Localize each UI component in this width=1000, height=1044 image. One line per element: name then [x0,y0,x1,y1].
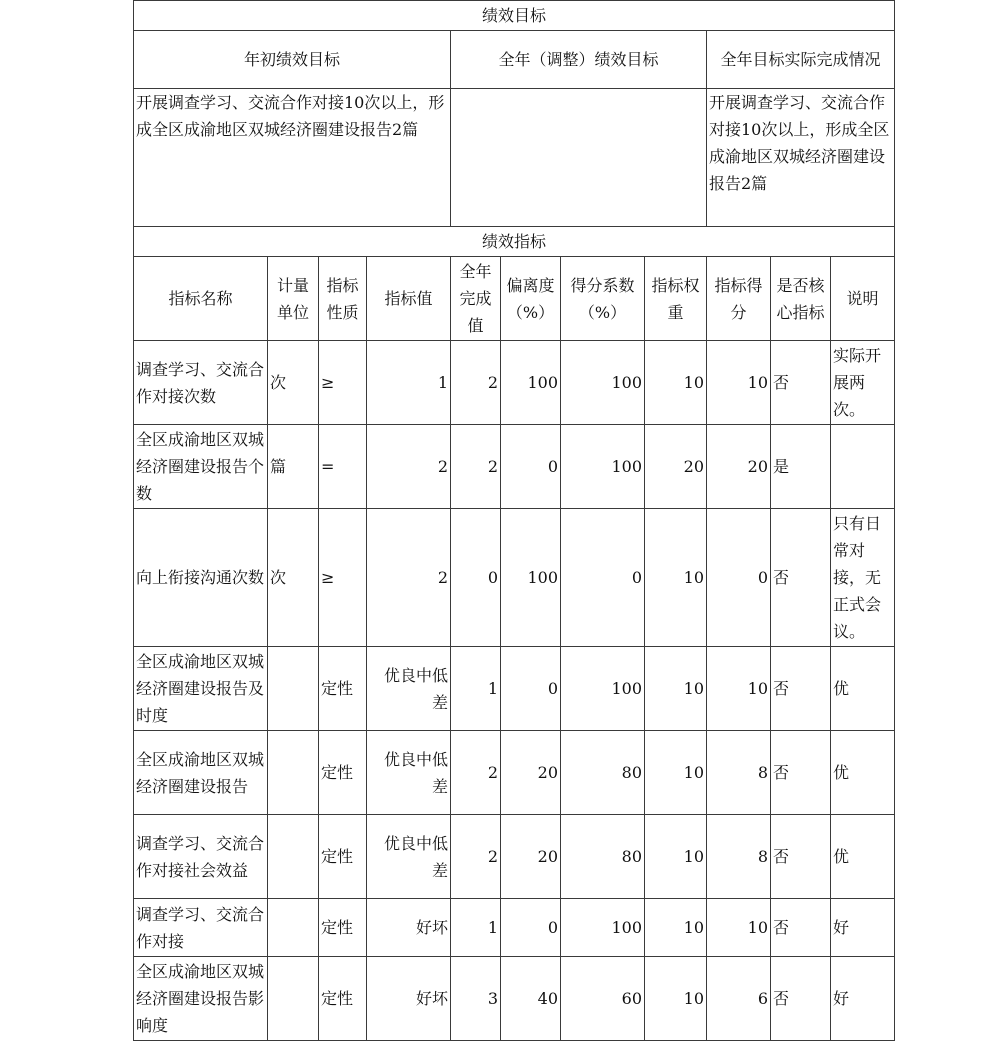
row-score: 20 [707,425,771,509]
row-coef: 100 [561,425,645,509]
row-completed: 3 [451,957,501,1041]
row-score: 10 [707,899,771,957]
row-value: 好坏 [367,899,451,957]
row-nature: = [319,425,367,509]
row-score: 6 [707,957,771,1041]
row-coef: 80 [561,731,645,815]
table-row [134,815,895,899]
row-name: 全区成渝地区双城经济圈建设报告及时度 [134,647,268,731]
row-deviation: 0 [501,647,561,731]
row-weight: 10 [645,815,707,899]
row-completed: 0 [451,509,501,647]
row-nature: 定性 [319,957,367,1041]
row-weight: 10 [645,341,707,425]
row-name: 全区成渝地区双城经济圈建设报告影响度 [134,957,268,1041]
goals-col-actual: 全年目标实际完成情况 [707,31,895,89]
row-unit [268,731,319,815]
row-deviation: 0 [501,425,561,509]
row-unit: 次 [268,341,319,425]
row-value: 优良中低差 [367,731,451,815]
header-completed: 全年完成值 [451,257,501,341]
row-completed: 2 [451,815,501,899]
row-unit: 次 [268,509,319,647]
row-note: 优 [831,815,895,899]
row-core: 否 [771,341,831,425]
row-coef: 0 [561,509,645,647]
header-nature: 指标性质 [319,257,367,341]
row-deviation: 100 [501,509,561,647]
row-unit [268,815,319,899]
row-value: 好坏 [367,957,451,1041]
row-coef: 80 [561,815,645,899]
row-deviation: 20 [501,731,561,815]
row-note: 优 [831,647,895,731]
row-unit [268,647,319,731]
row-score: 8 [707,815,771,899]
row-core: 否 [771,957,831,1041]
row-note: 优 [831,731,895,815]
row-value: 优良中低差 [367,815,451,899]
row-name: 向上衔接沟通次数 [134,509,268,647]
row-weight: 10 [645,731,707,815]
goals-section-title: 绩效目标 [134,1,895,31]
table-row [134,957,895,1041]
goals-actual-text: 开展调查学习、交流合作对接10次以上，形成全区成渝地区双城经济圈建设报告2篇 [707,89,895,227]
row-score: 0 [707,509,771,647]
row-score: 10 [707,341,771,425]
header-value: 指标值 [367,257,451,341]
row-coef: 60 [561,957,645,1041]
row-coef: 100 [561,647,645,731]
row-value: 1 [367,341,451,425]
row-unit [268,899,319,957]
row-core: 否 [771,509,831,647]
table-row [134,899,895,957]
row-coef: 100 [561,899,645,957]
table-row [134,425,895,509]
row-name: 全区成渝地区双城经济圈建设报告个数 [134,425,268,509]
row-weight: 10 [645,647,707,731]
goals-initial-text: 开展调查学习、交流合作对接10次以上，形成全区成渝地区双城经济圈建设报告2篇 [134,89,451,227]
row-name: 全区成渝地区双城经济圈建设报告 [134,731,268,815]
row-value: 优良中低差 [367,647,451,731]
row-value: 2 [367,509,451,647]
row-score: 10 [707,647,771,731]
row-note [831,425,895,509]
indicators-section-title: 绩效指标 [134,227,895,257]
performance-table [133,0,895,1041]
row-nature: ≥ [319,341,367,425]
row-core: 是 [771,425,831,509]
row-weight: 10 [645,957,707,1041]
header-unit: 计量单位 [268,257,319,341]
row-weight: 10 [645,899,707,957]
header-name: 指标名称 [134,257,268,341]
goals-col-adjusted: 全年（调整）绩效目标 [451,31,707,89]
row-completed: 1 [451,899,501,957]
header-score: 指标得分 [707,257,771,341]
row-score: 8 [707,731,771,815]
header-core: 是否核心指标 [771,257,831,341]
header-weight: 指标权重 [645,257,707,341]
table-row [134,509,895,647]
table-row [134,731,895,815]
header-note: 说明 [831,257,895,341]
row-core: 否 [771,731,831,815]
row-deviation: 20 [501,815,561,899]
row-name: 调查学习、交流合作对接次数 [134,341,268,425]
row-coef: 100 [561,341,645,425]
row-note: 好 [831,957,895,1041]
row-core: 否 [771,899,831,957]
row-nature: ≥ [319,509,367,647]
row-weight: 20 [645,425,707,509]
goals-adjusted-text [451,89,707,227]
header-coef: 得分系数（%） [561,257,645,341]
goals-col-initial: 年初绩效目标 [134,31,451,89]
row-core: 否 [771,647,831,731]
row-deviation: 100 [501,341,561,425]
row-nature: 定性 [319,899,367,957]
row-value: 2 [367,425,451,509]
table-row [134,341,895,425]
row-nature: 定性 [319,731,367,815]
row-completed: 2 [451,341,501,425]
row-name: 调查学习、交流合作对接 [134,899,268,957]
row-completed: 1 [451,647,501,731]
row-deviation: 40 [501,957,561,1041]
table-row [134,647,895,731]
row-name: 调查学习、交流合作对接社会效益 [134,815,268,899]
row-note: 实际开展两次。 [831,341,895,425]
row-note: 好 [831,899,895,957]
row-core: 否 [771,815,831,899]
row-weight: 10 [645,509,707,647]
row-note: 只有日常对接，无正式会议。 [831,509,895,647]
row-nature: 定性 [319,815,367,899]
row-completed: 2 [451,731,501,815]
row-unit: 篇 [268,425,319,509]
row-unit [268,957,319,1041]
row-deviation: 0 [501,899,561,957]
row-completed: 2 [451,425,501,509]
row-nature: 定性 [319,647,367,731]
header-deviation: 偏离度（%） [501,257,561,341]
